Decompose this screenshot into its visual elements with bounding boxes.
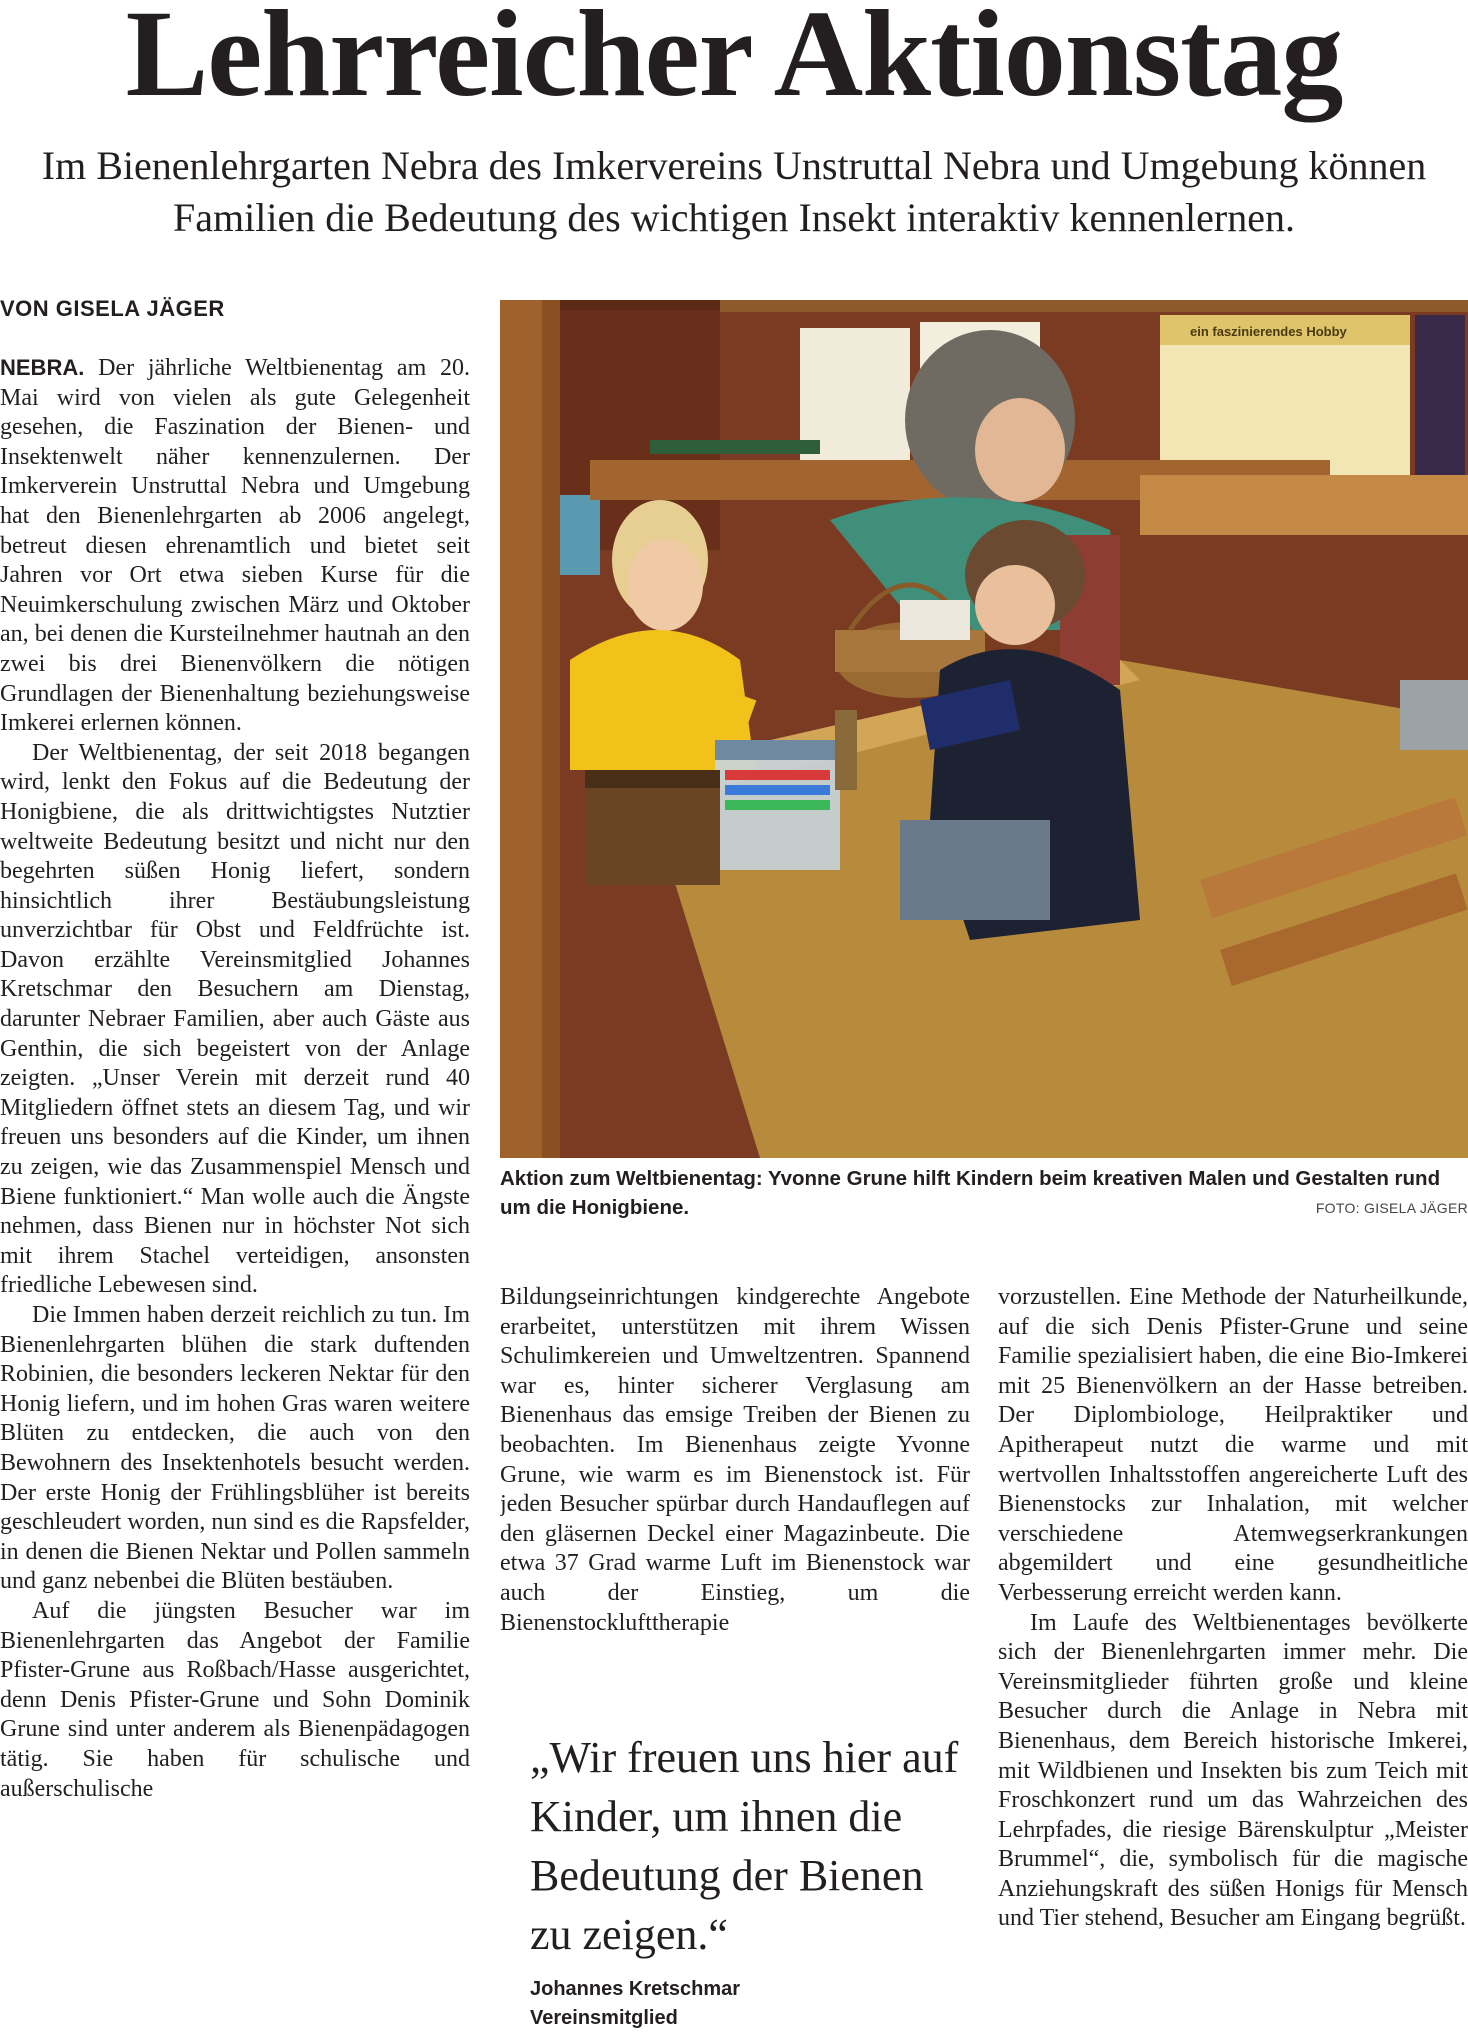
article-headline: Lehrreicher Aktionstag [125,0,1343,122]
byline: VON GISELA JÄGER [0,296,225,321]
body-paragraph: Bildungseinrichtungen kindgerechte Angebote erarbeitet, unterstützen mit ihrem Wissen Schulimkereien und Umweltzentren. Spannend war es, hinter sicherer Verglasung am Bienenhaus das emsige Treiben der Bienen zu beobachten. Im Bienenhaus zeigte Yvonne Grune, wie warm es im Bienenstock ist. Für jeden Besucher spürbar durch Handauflegen auf den gläsernen Deckel einer Magazinbeute. Die etwa 37 Grad warme Luft im Bienenstock war auch der Einstieg, um die Bienenstocklufttherapie [500,1284,970,1636]
body-paragraph: Im Laufe des Weltbienentages bevölkerte sich der Bienenlehrgarten immer mehr. Die Vereinsmitglieder führten große und kleine Besucher durch die Anlage in Nebra mit Bienenhaus, dem Bereich historische Imkerei, mit Wildbienen und Insekten bis zum Teich mit Froschkonzert rund um das Wahrzeichen des Lehrpfades, die riesige Bärenskulptur „Meister Brummel“, die, symbolisch für die magische Anziehungskraft des süßen Honigs für Mensch und Tier stehend, Besucher am Eingang begrüßt. [998,1609,1468,1932]
body-paragraph: Auf die jüngsten Besucher war im Bienenlehrgarten das Angebot der Familie Pfister-Grune aus Roßbach/Hasse ausgerichtet, denn Denis Pfister-Grune und Sohn Dominik Grune sind unter anderem als Bienenpädagogen tätig. Sie haben für schulische und außerschulische [0,1597,470,1802]
pull-quote-attribution [530,1975,740,2033]
pull-quote: „Wir freuen uns hier auf Kinder, um ihnen die Bedeutung der Bienen zu zeigen.“ [530,1733,959,1959]
lead-paragraph [0,353,470,739]
poster-text: ein faszinierendes Hobby [1190,324,1347,339]
pull-quote-role: Vereinsmitglied [530,2007,678,2029]
body-paragraph: Der Weltbienentag, der seit 2018 begangen wird, lenkt den Fokus auf die Bedeutung der Honigbiene, die als drittwichtigstes Nutztier weltweite Bedeutung besitzt und nicht nur den begehrten süßen Honig liefert, sondern hinsichtlich ihrer Bestäubungsleistung unverzichtbar für Obst und Feldfrüchte ist. Davon erzählte Vereinsmitglied Johannes Kretschmar den Besuchern am Dienstag, darunter Nebraer Familien, aber auch Gäste aus Genthin, die sich begeistert von der Anlage zeigten. „Unser Verein mit derzeit rund 40 Mitgliedern öffnet stets an diesem Tag, und wir freuen uns besonders auf die Kinder, um ihnen zu zeigen, wie das Zusammenspiel Mensch und Biene funktioniert.“ Man wolle auch die Ängste nehmen, dass Bienen nur in höchster Not sich mit ihrem Stachel verteidigen, ansonsten friedliche Lebewesen sind. [0,739,470,1299]
pull-quote-author: Johannes Kretschmar [530,1978,741,2000]
article-column-2 [500,1283,970,1673]
body-paragraph: vorzustellen. Eine Methode der Naturheilkunde, auf die sich Denis Pfister-Grune und seine Familie spezialisiert haben, die eine Bio-Imkerei mit 25 Bienenvölkern an der Hasse betreiben. Der Diplombiologe, Heilpraktiker und Apitherapeut nutzt die warme und mit wertvollen Inhaltsstoffen angereicherte Luft des Bienenstocks zur Inhalation, mit welcher verschiedene Atemwegserkrankungen abgemildert und eine gesundheitliche Verbesserung erreicht werden kann. [998,1284,1468,1606]
photo-credit: FOTO: GISELA JÄGER [1315,1200,1468,1216]
article-column-1 [0,353,470,2038]
dateline: NEBRA. [0,355,85,380]
body-paragraph: Die Immen haben derzeit reichlich zu tun. Im Bienenlehrgarten blühen die stark duftenden Robinien, die besonders leckeren Nektar für den Honig liefern, und im hohen Gras waren weitere Blüten zu entdecken, die auch von den Bewohnern des Insektenhotels besucht werden. Der erste Honig der Frühlingsblüher ist bereits geschleudert worden, nun sind es die Rapsfelder, in denen die Bienen Nektar und Pollen sammeln und ganz nebenbei die Blüten bestäuben. [0,1302,470,1595]
lead-text: Der jährliche Weltbienentag am 20. Mai wird von vielen als gute Gelegenheit gesehen, die Faszination der Bienen- und Insektenwelt näher kennenzulernen. Der Imkerverein Unstruttal Nebra und Umgebung hat den Bienenlehrgarten ab 2006 angelegt, betreut diesen ehrenamtlich und bietet seit Jahren vor Ort etwa sieben Kurse für die Neuimkerschulung zwischen März und Oktober an, bei denen die Kursteilnehmer hautnah an den zwei bis drei Bienenvölkern die nötigen Grundlagen der Bienenhaltung beziehungsweise Imkerei erlernen können. [0,355,470,737]
article-column-3 [998,1283,1468,2038]
article-photo [500,300,1468,1158]
article-subheadline: Im Bienenlehrgarten Nebra des Imkervereins Unstruttal Nebra und Umgebung können Familien die Bedeutung des wichtigen Insekt interaktiv kennenlernen. [41,143,1427,240]
photo-caption: Aktion zum Weltbienentag: Yvonne Grune hilft Kindern beim kreativen Malen und Gestalten rund um die Honigbiene. [500,1167,1441,1219]
